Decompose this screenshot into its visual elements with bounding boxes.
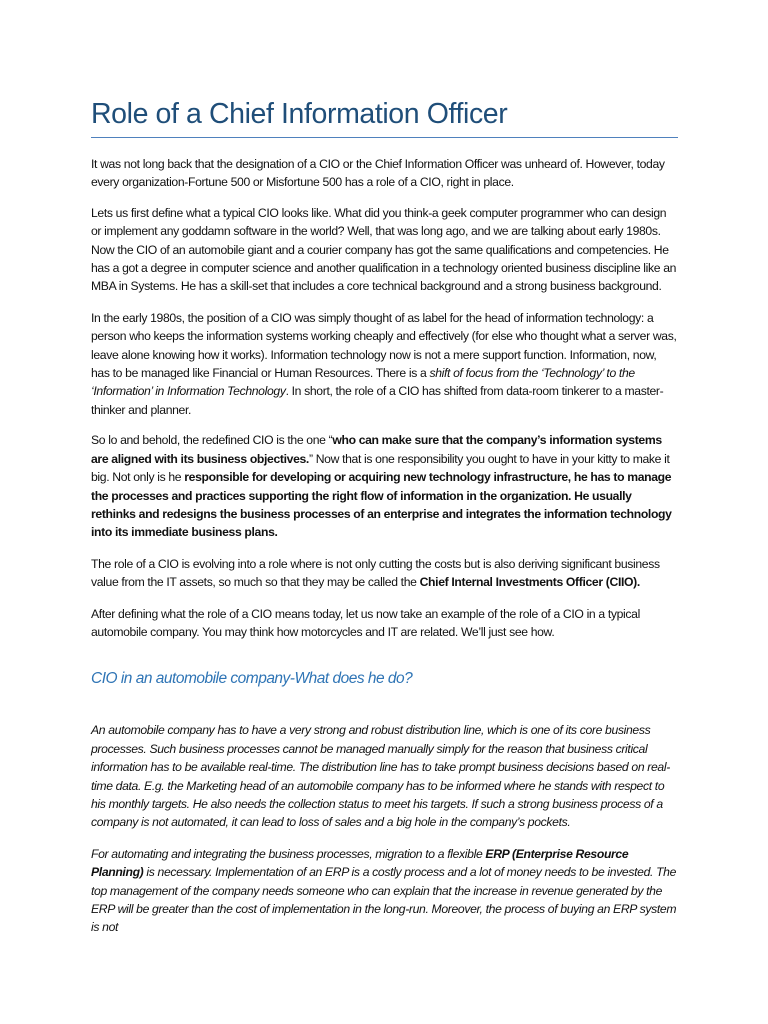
paragraph-early-1980s bbox=[91, 309, 678, 419]
paragraph-redefined-cio bbox=[91, 431, 678, 541]
text-run: is necessary. Implementation of an ERP is a costly process and a lot of money needs to be invested. The top management of the company needs someone who can explain that the increase in revenue generated by the ERP will be greater than the cost of implementation in the long-run. Moreover, the process of buying an ERP system is not bbox=[91, 865, 677, 935]
paragraph-transition: After defining what the role of a CIO means today, let us now take an example of the role of a CIO in a typical automobile company. You may think how motorcycles and IT are related. We’ll just see how. bbox=[91, 606, 640, 639]
section-heading: CIO in an automobile company-What does he do? bbox=[91, 670, 413, 688]
text-run: In the early 1980s, the position of a CIO was simply thought of as label for the head of information technology: a person who keeps the information systems working cheaply and effectively (for else who thought what a server was, leave alone knowing how it works). Information technology now is not a mere support function. Information, now, has to be managed like Financial or Human Resources. There is a bbox=[91, 310, 677, 381]
text-run: For automating and integrating the business processes, migration to a flexible bbox=[91, 846, 486, 861]
emphasis-shift-of-focus: shift of focus from the ‘Technology’ to the ‘Information’ in Information Technology bbox=[91, 366, 635, 399]
text-run: ” Now that is one responsibility you ought to have in your kitty to make it big. Not only is he bbox=[91, 451, 670, 485]
paragraph-distribution-line: An automobile company has to have a very strong and robust distribution line, which is one of its core business processes. Such business processes cannot be managed manually simply for the reason that business critical information has to be available real-time. The distribution line has to take prompt business decisions based on real-time data. E.g. the Marketing head of an automobile company has to be informed where he stands with respect to his monthly targets. He also needs the collection status to meet his targets. If such a strong business process of a company is not automated, it can lead to loss of sales and a big hole in the company’s pockets. bbox=[91, 723, 670, 830]
paragraph-cio-profile: Lets us first define what a typical CIO looks like. What did you think-a geek computer programmer who can design or implement any goddamn software in the world? Well, that was long ago, and we are talking about early 1980s. Now the CIO of an automobile giant and a courier company has got the same qualifications and competencies. He has a got a degree in computer science and another qualification in a technology oriented business discipline like an MBA in Systems. He has a skill-set that includes a core technical background and a strong business background. bbox=[91, 205, 677, 294]
strong-aligned-objectives: who can make sure that the company’s information systems are aligned with its business objectives. bbox=[91, 433, 662, 466]
page-title: Role of a Chief Information Officer bbox=[91, 94, 678, 138]
paragraph-erp bbox=[91, 845, 678, 937]
paragraph-intro: It was not long back that the designation of a CIO or the Chief Information Officer was unheard of. However, today every organization-Fortune 500 or Misfortune 500 has a role of a CIO, right in place. bbox=[91, 157, 665, 190]
text-run: The role of a CIO is evolving into a role where is not only cutting the costs but is also deriving significant business value from the IT assets, so much so that they may be called the bbox=[91, 556, 660, 590]
strong-erp: ERP (Enterprise Resource Planning) bbox=[91, 846, 629, 880]
strong-ciio: Chief Internal Investments Officer (CIIO). bbox=[419, 575, 640, 590]
text-run: So lo and behold, the redefined CIO is the one “ bbox=[91, 433, 333, 448]
strong-responsibilities: responsible for developing or acquiring new technology infrastructure, he has to manage the processes and practices supporting the right flow of information in the organization. He usually rethinks and redesigns the business processes of an enterprise and integrates the information technology into its immediate business plans. bbox=[91, 470, 672, 540]
text-run: . In short, the role of a CIO has shifted from data-room tinkerer to a master-thinker and planner. bbox=[91, 384, 664, 417]
paragraph-ciio bbox=[91, 555, 678, 592]
